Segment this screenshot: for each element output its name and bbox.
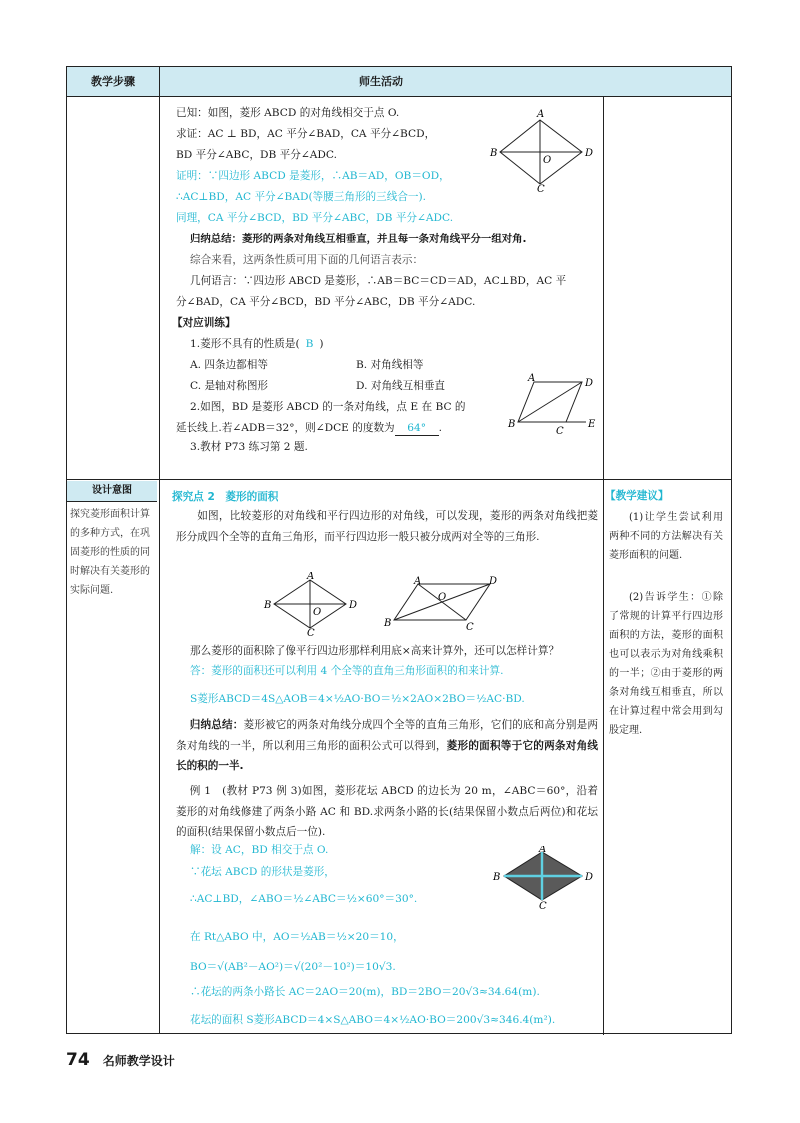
q3: 3.教材 P73 练习第 2 题.: [190, 441, 308, 453]
q1-close: ): [319, 338, 324, 350]
summary-1: 归纳总结：菱形的两条对角线互相垂直，并且每一条对角线平分一组对角.: [190, 233, 527, 245]
fig1-label-b: B: [490, 148, 498, 159]
fig1-label-d: D: [585, 148, 594, 159]
fig4-label-o: O: [438, 592, 447, 603]
solution-line-1: 解：设 AC，BD 相交于点 O.: [190, 844, 329, 856]
solution-line-4: 在 Rt△ABO 中，AO＝½AB＝½×20＝10，: [190, 931, 404, 943]
fig3-label-b: B: [264, 600, 272, 611]
figure-rhombus-2: [502, 372, 602, 436]
fig3-label-d: D: [349, 600, 358, 611]
figure-rhombus-3: [262, 572, 358, 636]
q1-option-a: A. 四条边都相等: [190, 359, 268, 371]
fig3-label-o: O: [313, 607, 322, 618]
header-activities: 师生活动: [359, 75, 403, 88]
fig2-label-b: B: [508, 419, 516, 430]
q1: [190, 334, 324, 354]
suggestion-2: (2)告诉学生：①除了常规的计算平行四边形面积的方法，菱形的面积也可以表示为对角线乘积的一半；②由于菱形的两条对角线互相垂直，所以在计算过程中常会用到勾股定理.: [609, 592, 723, 736]
figure-flowerbed: [490, 846, 602, 910]
fig4-label-c: C: [466, 622, 474, 630]
section2-intro: 如图，比较菱形的对角线和平行四边形的对角线，可以发现，菱形的两条对角线把菱形分成四个全等的直角三角形，而平行四边形一般只被分成两对全等的三角形.: [176, 510, 598, 543]
suggestion-title: 【教学建议】: [605, 490, 669, 502]
q1-answer: B: [305, 338, 314, 350]
q1-option-c: C. 是轴对称图形: [190, 380, 269, 392]
q2-answer: 64°: [395, 421, 439, 436]
fig1-label-o: O: [543, 155, 552, 166]
figure-rhombus-1: [486, 108, 602, 192]
design-title: 设计意图: [92, 485, 132, 496]
figure-parallelogram: [378, 576, 500, 630]
example-1: 例 1 (教材 P73 例 3)如图，菱形花坛 ABCD 的边长为 20 m，∠ABC＝60°，沿着菱形的对角线修建了两条小路 AC 和 BD.求两条小路的长(结果保留小数点后两位)和花坛的面积(结果保留小数点后一位).: [176, 785, 598, 838]
fig4-label-d: D: [489, 576, 498, 587]
page-number: 74: [66, 1050, 90, 1070]
proof-line-3: 同理，CA 平分∠BCD，BD 平分∠ABC，DB 平分∠ADC.: [176, 212, 454, 224]
fig2-label-a: A: [528, 373, 536, 384]
fig3-label-c: C: [307, 628, 315, 636]
q2-line-1: 2.如图，BD 是菱形 ABCD 的一条对角线，点 E 在 BC 的: [190, 401, 466, 413]
q2-end: .: [438, 422, 443, 434]
proof-line-2: ∴AC⊥BD，AC 平分∠BAD(等腰三角形的三线合一).: [176, 191, 427, 203]
proof-line-1: 证明：∵四边形 ABCD 是菱形，∴AB＝AD，OB＝OD，: [176, 170, 450, 182]
book-title: 名师教学设计: [102, 1054, 175, 1068]
area-formula: S菱形ABCD＝4S△AOB＝4×½AO·BO＝½×2AO×2BO＝½AC·BD.: [190, 693, 525, 705]
training-title: 【对应训练】: [172, 317, 236, 329]
fig5-label-c: C: [539, 901, 547, 910]
q1-option-d: D. 对角线互相垂直: [356, 380, 446, 392]
fig2-label-c: C: [556, 426, 564, 436]
area-question: 那么菱形的面积除了像平行四边形那样利用底×高来计算外，还可以怎样计算？: [190, 645, 560, 657]
solution-line-7: 花坛的面积 S菱形ABCD＝4×S△ABO＝4×½AO·BO＝200√3≈346.4(m²).: [190, 1014, 556, 1026]
fig3-label-a: A: [307, 572, 315, 582]
area-summary-text: 菱形被它的两条对角线分成四个全等的直角三角形，它们的底和高分别是两条对角线的一半，所以利用三角形的面积公式可以得到，: [176, 719, 599, 752]
fig2-label-d: D: [585, 378, 594, 389]
solution-line-6: ∴花坛的两条小路长 AC＝2AO＝20(m)，BD＝2BO＝20√3≈34.64(m).: [190, 986, 540, 998]
given-line-2: 求证：AC ⊥ BD，AC 平分∠BAD，CA 平分∠BCD，: [176, 128, 436, 140]
area-summary: [176, 715, 598, 777]
footer: [66, 1050, 175, 1070]
q1-text: 1.菱形不具有的性质是(: [190, 338, 300, 350]
q2-text: 延长线上.若∠ADB＝32°，则∠DCE 的度数为: [176, 422, 395, 434]
given-line-3: BD 平分∠ABC，DB 平分∠ADC.: [176, 149, 337, 161]
q2-line-2: [176, 418, 442, 438]
fig5-label-d: D: [585, 872, 594, 883]
area-summary-bold: 菱形的面积等于它的两条对角线长的积的一半.: [176, 739, 599, 772]
header-steps: 教学步骤: [91, 75, 135, 88]
solution-line-2: ∵花坛 ABCD 的形状是菱形，: [190, 866, 335, 878]
given-line-1: 已知：如图，菱形 ABCD 的对角线相交于点 O.: [176, 107, 400, 119]
fig2-label-e: E: [588, 419, 596, 430]
fig4-label-a: A: [414, 576, 422, 587]
fig1-label-a: A: [537, 109, 545, 120]
suggestion-1: (1)让学生尝试利用两种不同的方法解决有关菱形面积的问题.: [609, 512, 723, 561]
fig4-label-b: B: [384, 618, 392, 629]
area-summary-lead: 归纳总结：: [189, 719, 244, 731]
geo-language-2: 分∠BAD，CA 平分∠BCD，BD 平分∠ABC，DB 平分∠ADC.: [176, 296, 476, 308]
fig5-label-a: A: [539, 846, 547, 855]
design-text: 探究菱形面积计算的多种方式，在巩固菱形的性质的同时解决有关菱形的实际问题.: [70, 509, 150, 596]
fig1-label-c: C: [537, 184, 545, 192]
section2-title: 探究点 2 菱形的面积: [172, 491, 279, 503]
solution-line-5: BO＝√(AB²－AO²)＝√(20²－10²)＝10√3.: [190, 961, 396, 973]
combine-text: 综合来看，这两条性质可用下面的几何语言表示：: [190, 254, 424, 266]
table-header: [67, 67, 731, 97]
geo-language-1: 几何语言：∵四边形 ABCD 是菱形，∴AB＝BC＝CD＝AD，AC⊥BD，AC 平: [190, 275, 567, 287]
solution-line-3: ∴AC⊥BD，∠ABO＝½∠ABC＝½×60°＝30°.: [190, 893, 418, 905]
area-answer: 答：菱形的面积还可以利用 4 个全等的直角三角形面积的和来计算.: [190, 665, 504, 677]
fig5-label-b: B: [493, 872, 501, 883]
q1-option-b: B. 对角线相等: [356, 359, 424, 371]
design-header: [67, 481, 157, 502]
